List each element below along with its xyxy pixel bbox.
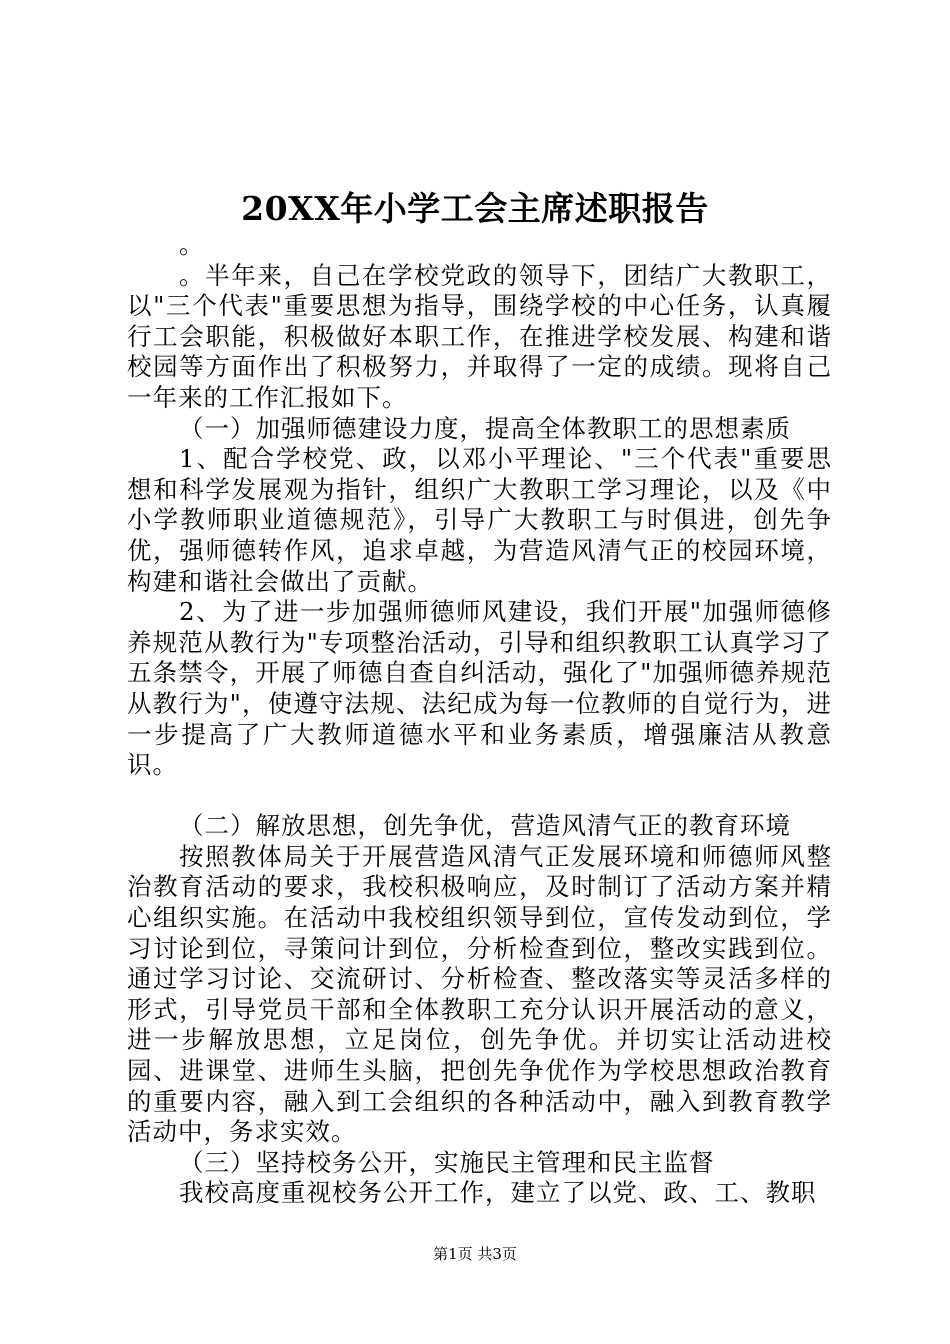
section-heading-1: （一）加强师德建设力度，提高全体教职工的思想素质: [179, 413, 791, 443]
section-heading-3: （三）坚持校务公开，实施民主管理和民主监督: [179, 1147, 715, 1177]
paragraph-3: 1、配合学校党、政，以邓小平理论、"三个代表"重要思想和科学发展观为指针，组织广大教职工学习理论，以及《中小学教师职业道德规范》，引导广大教职工与时俱进，创先争优，强师德转作风，追求卓越，为营造风清气正的校园环境，构建和谐社会做出了贡献。: [127, 444, 832, 596]
document-title: 20XX年小学工会主席述职报告: [241, 189, 709, 228]
paragraph-6: 我校高度重视校务公开工作，建立了以党、政、工、教职: [179, 1178, 817, 1208]
document-body: [127, 230, 832, 1209]
blank-line: [127, 781, 832, 812]
paragraph-4: 2、为了进一步加强师德师风建设，我们开展"加强师德修养规范从教行为"专项整治活动，引导和组织教职工认真学习了五条禁令，开展了师德自查自纠活动，强化了"加强师德养规范从教行为"，使遵守法规、法纪成为每一位教师的自觉行为，进一步提高了广大教师道德水平和业务素质，增强廉洁从教意识。: [127, 597, 832, 780]
section-heading-2: （二）解放思想，创先争优，营造风清气正的教育环境: [179, 811, 791, 841]
paragraph-2: 。半年来，自己在学校党政的领导下，团结广大教职工，以"三个代表"重要思想为指导，围绕学校的中心任务，认真履行工会职能，积极做好本职工作，在推进学校发展、构建和谐校园等方面作出了积极努力，并取得了一定的成绩。现将自己一年来的工作汇报如下。: [127, 260, 832, 412]
paragraph-5: 按照教体局关于开展营造风清气正发展环境和师德师风整治教育活动的要求，我校积极响应，及时制订了活动方案并精心组织实施。在活动中我校组织领导到位，宣传发动到位，学习讨论到位，寻策问计到位，分析检查到位，整改实践到位。通过学习讨论、交流研讨、分析检查、整改落实等灵活多样的形式，引导党员干部和全体教职工充分认识开展活动的意义，进一步解放思想，立足岗位，创先争优。并切实让活动进校园、进课堂、进师生头脑，把创先争优作为学校思想政治教育的重要内容，融入到工会组织的各种活动中，融入到教育教学活动中，务求实效。: [127, 841, 832, 1147]
page-number-footer: 第1页 共3页: [433, 1245, 517, 1263]
paragraph-1: 。: [179, 230, 205, 259]
